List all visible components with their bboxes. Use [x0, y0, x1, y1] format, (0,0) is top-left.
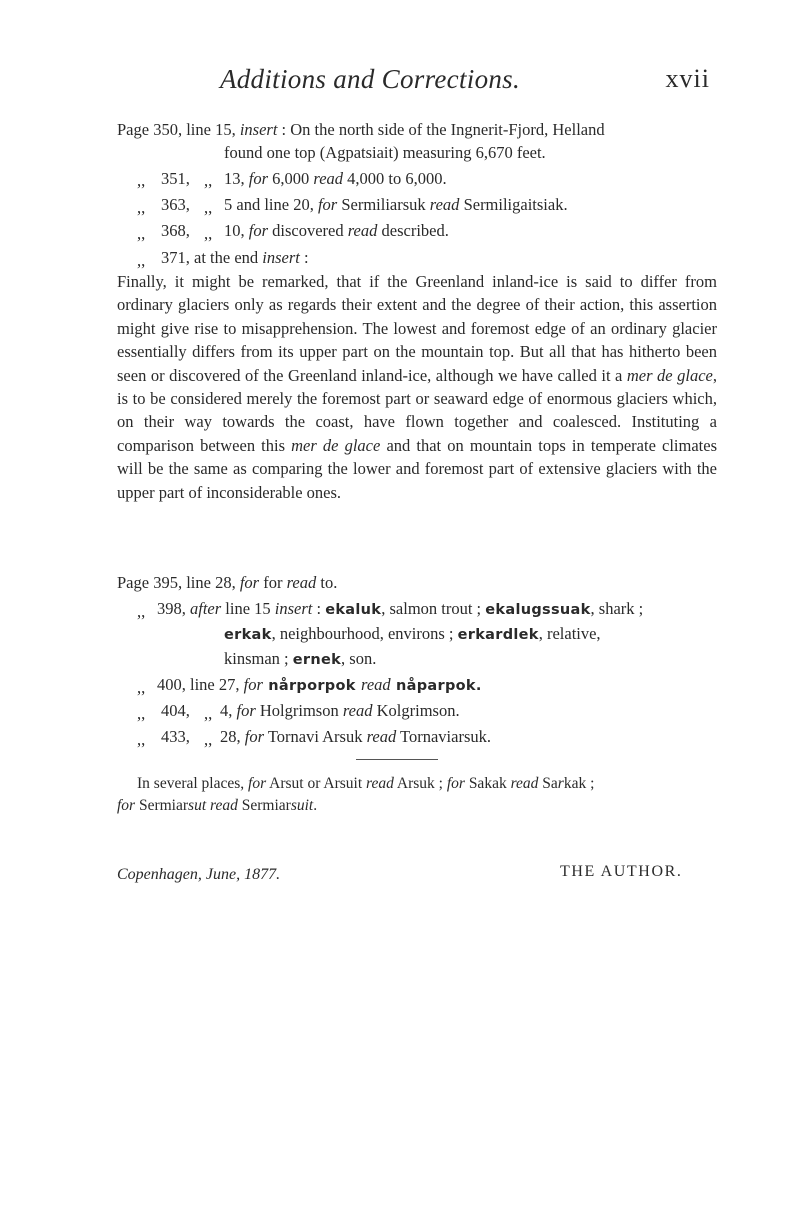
- correction-entry: [137, 702, 145, 725]
- entry-old: Holgrimson: [255, 701, 343, 720]
- entry-new: described.: [377, 221, 449, 240]
- correction-entry: [204, 196, 212, 219]
- footnote-run: kak ;: [563, 775, 595, 792]
- entry-text: , son.: [341, 649, 377, 668]
- correction-entry: [220, 699, 460, 722]
- entry-new: 4,000 to 6,000.: [343, 169, 447, 188]
- footnote-run: Sakak: [464, 775, 511, 792]
- paragraph-run: , is to be considered merely the foremost part or seaward edge of enormous glaciers which, on their way towards the coast, have flown together and coalesced. Instituting a comparison between this: [117, 365, 717, 455]
- correction-entry: [161, 699, 190, 722]
- ditto-mark: ,,: [137, 678, 146, 697]
- footnote-run: Arsuk ;: [393, 775, 447, 792]
- insert-word: insert: [274, 599, 313, 618]
- entry-text: at the end: [189, 248, 263, 267]
- page-number: xvii: [665, 64, 710, 93]
- paragraph-text: [117, 270, 717, 504]
- entry-text: , shark ;: [590, 599, 644, 618]
- running-title: Additions and Corrections.: [219, 64, 521, 94]
- entry-line: 28,: [220, 727, 245, 746]
- ditto-mark: ,,: [137, 251, 146, 270]
- correction-entry: [137, 169, 145, 192]
- correction-entry: [117, 118, 605, 141]
- correction-entry: [224, 167, 447, 190]
- correction-entry: [204, 728, 212, 751]
- entry-page: 371,: [161, 248, 190, 267]
- entry-old: Sermiliarsuk: [337, 195, 430, 214]
- entry-new: Sermiligaitsiak.: [459, 195, 568, 214]
- correction-entry: [161, 167, 190, 190]
- correction-entry: [157, 597, 643, 622]
- entry-directive: insert: [239, 120, 278, 139]
- ditto-mark: ,,: [204, 730, 213, 749]
- correction-entry: [204, 169, 212, 192]
- read-word: read: [366, 727, 397, 746]
- ditto-mark: ,,: [137, 171, 146, 190]
- ditto-mark: ,,: [137, 704, 146, 723]
- ditto-mark: ,,: [137, 224, 146, 243]
- footnote-italic: sut: [188, 797, 207, 814]
- ditto-mark: ,,: [204, 171, 213, 190]
- entry-new: Kolgrimson.: [372, 701, 460, 720]
- footnote-run: Sermiar: [237, 797, 291, 814]
- entry-text: found one top (Agpatsiait) measuring 6,670 feet.: [224, 143, 546, 162]
- ditto-mark: ,,: [204, 704, 213, 723]
- entry-line: 4,: [220, 701, 237, 720]
- correction-entry: [224, 193, 568, 216]
- correction-entry: [220, 725, 491, 748]
- correction-entry: [204, 702, 212, 725]
- greenlandic-word: nåparpok.: [390, 678, 482, 694]
- read-word: read: [429, 195, 460, 214]
- read-word: read: [210, 797, 238, 814]
- ditto-mark: ,,: [137, 602, 146, 621]
- entry-text: :: [312, 599, 326, 618]
- entry-old: discovered: [268, 221, 348, 240]
- entry-old: 6,000: [268, 169, 314, 188]
- footnote-run: Sa: [538, 775, 558, 792]
- entry-text: , neighbourhood, environs ;: [271, 624, 458, 643]
- correction-entry: [137, 728, 145, 751]
- for-word: for: [248, 169, 269, 188]
- read-word: read: [361, 675, 391, 694]
- greenlandic-word: erkardlek: [457, 627, 539, 643]
- entry-ref: Page 395, line 28,: [117, 573, 240, 592]
- read-word: read: [347, 221, 378, 240]
- greenlandic-word: erkak: [224, 627, 272, 643]
- correction-entry: [137, 600, 145, 623]
- footnote-run: Arsut or Arsuit: [266, 775, 367, 792]
- entry-text: kinsman ;: [224, 649, 293, 668]
- correction-entry: [161, 246, 309, 269]
- entry-text: :: [299, 248, 309, 267]
- correction-entry-continuation: [224, 622, 601, 647]
- ditto-mark: ,,: [204, 224, 213, 243]
- entry-line: line 15: [221, 599, 275, 618]
- greenlandic-word: ekaluk: [325, 602, 382, 618]
- author-signature: THE AUTHOR.: [560, 863, 683, 880]
- footnote-text: [117, 795, 727, 817]
- footnote-text: [117, 773, 727, 795]
- entry-old: Tornavi Arsuk: [264, 727, 367, 746]
- correction-entry: [157, 673, 482, 698]
- correction-entry-continuation: [224, 647, 376, 672]
- divider-rule: [356, 759, 438, 760]
- read-word: read: [313, 169, 344, 188]
- entry-ref: 400, line 27,: [157, 675, 244, 694]
- entry-line: 13,: [224, 169, 249, 188]
- for-word: for: [244, 727, 265, 746]
- footnote-run: In several places,: [137, 775, 249, 792]
- for-word: for: [117, 797, 136, 814]
- greenlandic-word: nårporpok: [262, 678, 362, 694]
- footnote-italic: suit: [290, 797, 314, 814]
- place-date: Copenhagen, June, 1877.: [117, 866, 281, 883]
- correction-entry: [117, 571, 337, 594]
- entry-page: 363,: [161, 195, 190, 214]
- paragraph-italic: mer de glace: [291, 435, 381, 455]
- ditto-mark: ,,: [204, 198, 213, 217]
- entry-page: 398,: [157, 599, 190, 618]
- entry-new: to.: [316, 573, 338, 592]
- paragraph-italic: mer de glace: [626, 365, 713, 385]
- footnote-run: .: [313, 797, 318, 814]
- for-word: for: [317, 195, 338, 214]
- correction-entry: [161, 219, 190, 242]
- entry-old: for: [259, 573, 287, 592]
- greenlandic-word: ekalugssuak: [485, 602, 591, 618]
- entry-page: 368,: [161, 221, 190, 240]
- running-head: [0, 64, 800, 100]
- greenlandic-word: ernek: [292, 652, 342, 668]
- for-word: for: [236, 701, 256, 720]
- entry-page: 404,: [161, 701, 190, 720]
- correction-entry: [204, 222, 212, 245]
- footnote-run: Sermiar: [135, 797, 189, 814]
- after-word: after: [190, 599, 222, 618]
- read-word: read: [366, 775, 394, 792]
- read-word: read: [286, 573, 317, 592]
- correction-entry: [137, 249, 145, 272]
- correction-entry: [224, 219, 449, 242]
- entry-page: 351,: [161, 169, 190, 188]
- entry-ref: Page 350, line 15,: [117, 120, 240, 139]
- correction-entry-continuation: [224, 141, 546, 164]
- entry-directive: insert: [262, 248, 300, 267]
- footnote-italic: r: [557, 775, 564, 792]
- entry-new: Tornaviarsuk.: [396, 727, 492, 746]
- for-word: for: [248, 221, 269, 240]
- for-word: for: [446, 775, 465, 792]
- entry-text: , salmon trout ;: [381, 599, 486, 618]
- paragraph-run: and that on mountain tops in temperate climates will be the same as comparing the lower and foremost part of extensive glaciers with the upper part of inconsiderable ones.: [117, 435, 717, 502]
- ditto-mark: ,,: [137, 730, 146, 749]
- ditto-mark: ,,: [137, 198, 146, 217]
- for-word: for: [239, 573, 260, 592]
- for-word: for: [243, 675, 263, 694]
- correction-entry: [137, 196, 145, 219]
- paragraph-run: Finally, it might be remarked, that if the Greenland inland-ice is said to differ from ordinary glaciers only as regards their extent and the degree of their action, this assertion might give rise to misapprehension. The lowest and foremost edge of an ordinary glacier essentially differs from its upper part on the mountain top. But all that has hitherto been seen or discovered of the Greenland inland-ice, although we have called it a: [117, 272, 717, 385]
- for-word: for: [248, 775, 267, 792]
- entry-text: : On the north side of the Ingnerit-Fjord, Helland: [277, 120, 605, 139]
- entry-line: 5 and line 20,: [224, 195, 318, 214]
- entry-text: , relative,: [538, 624, 601, 643]
- footnote: [117, 773, 727, 817]
- correction-entry: [161, 725, 190, 748]
- correction-entry: [137, 676, 145, 699]
- entry-page: 433,: [161, 727, 190, 746]
- inserted-paragraph: [117, 270, 717, 504]
- correction-entry: [137, 222, 145, 245]
- correction-entry: [161, 193, 190, 216]
- read-word: read: [342, 701, 373, 720]
- read-word: read: [510, 775, 539, 792]
- entry-line: 10,: [224, 221, 249, 240]
